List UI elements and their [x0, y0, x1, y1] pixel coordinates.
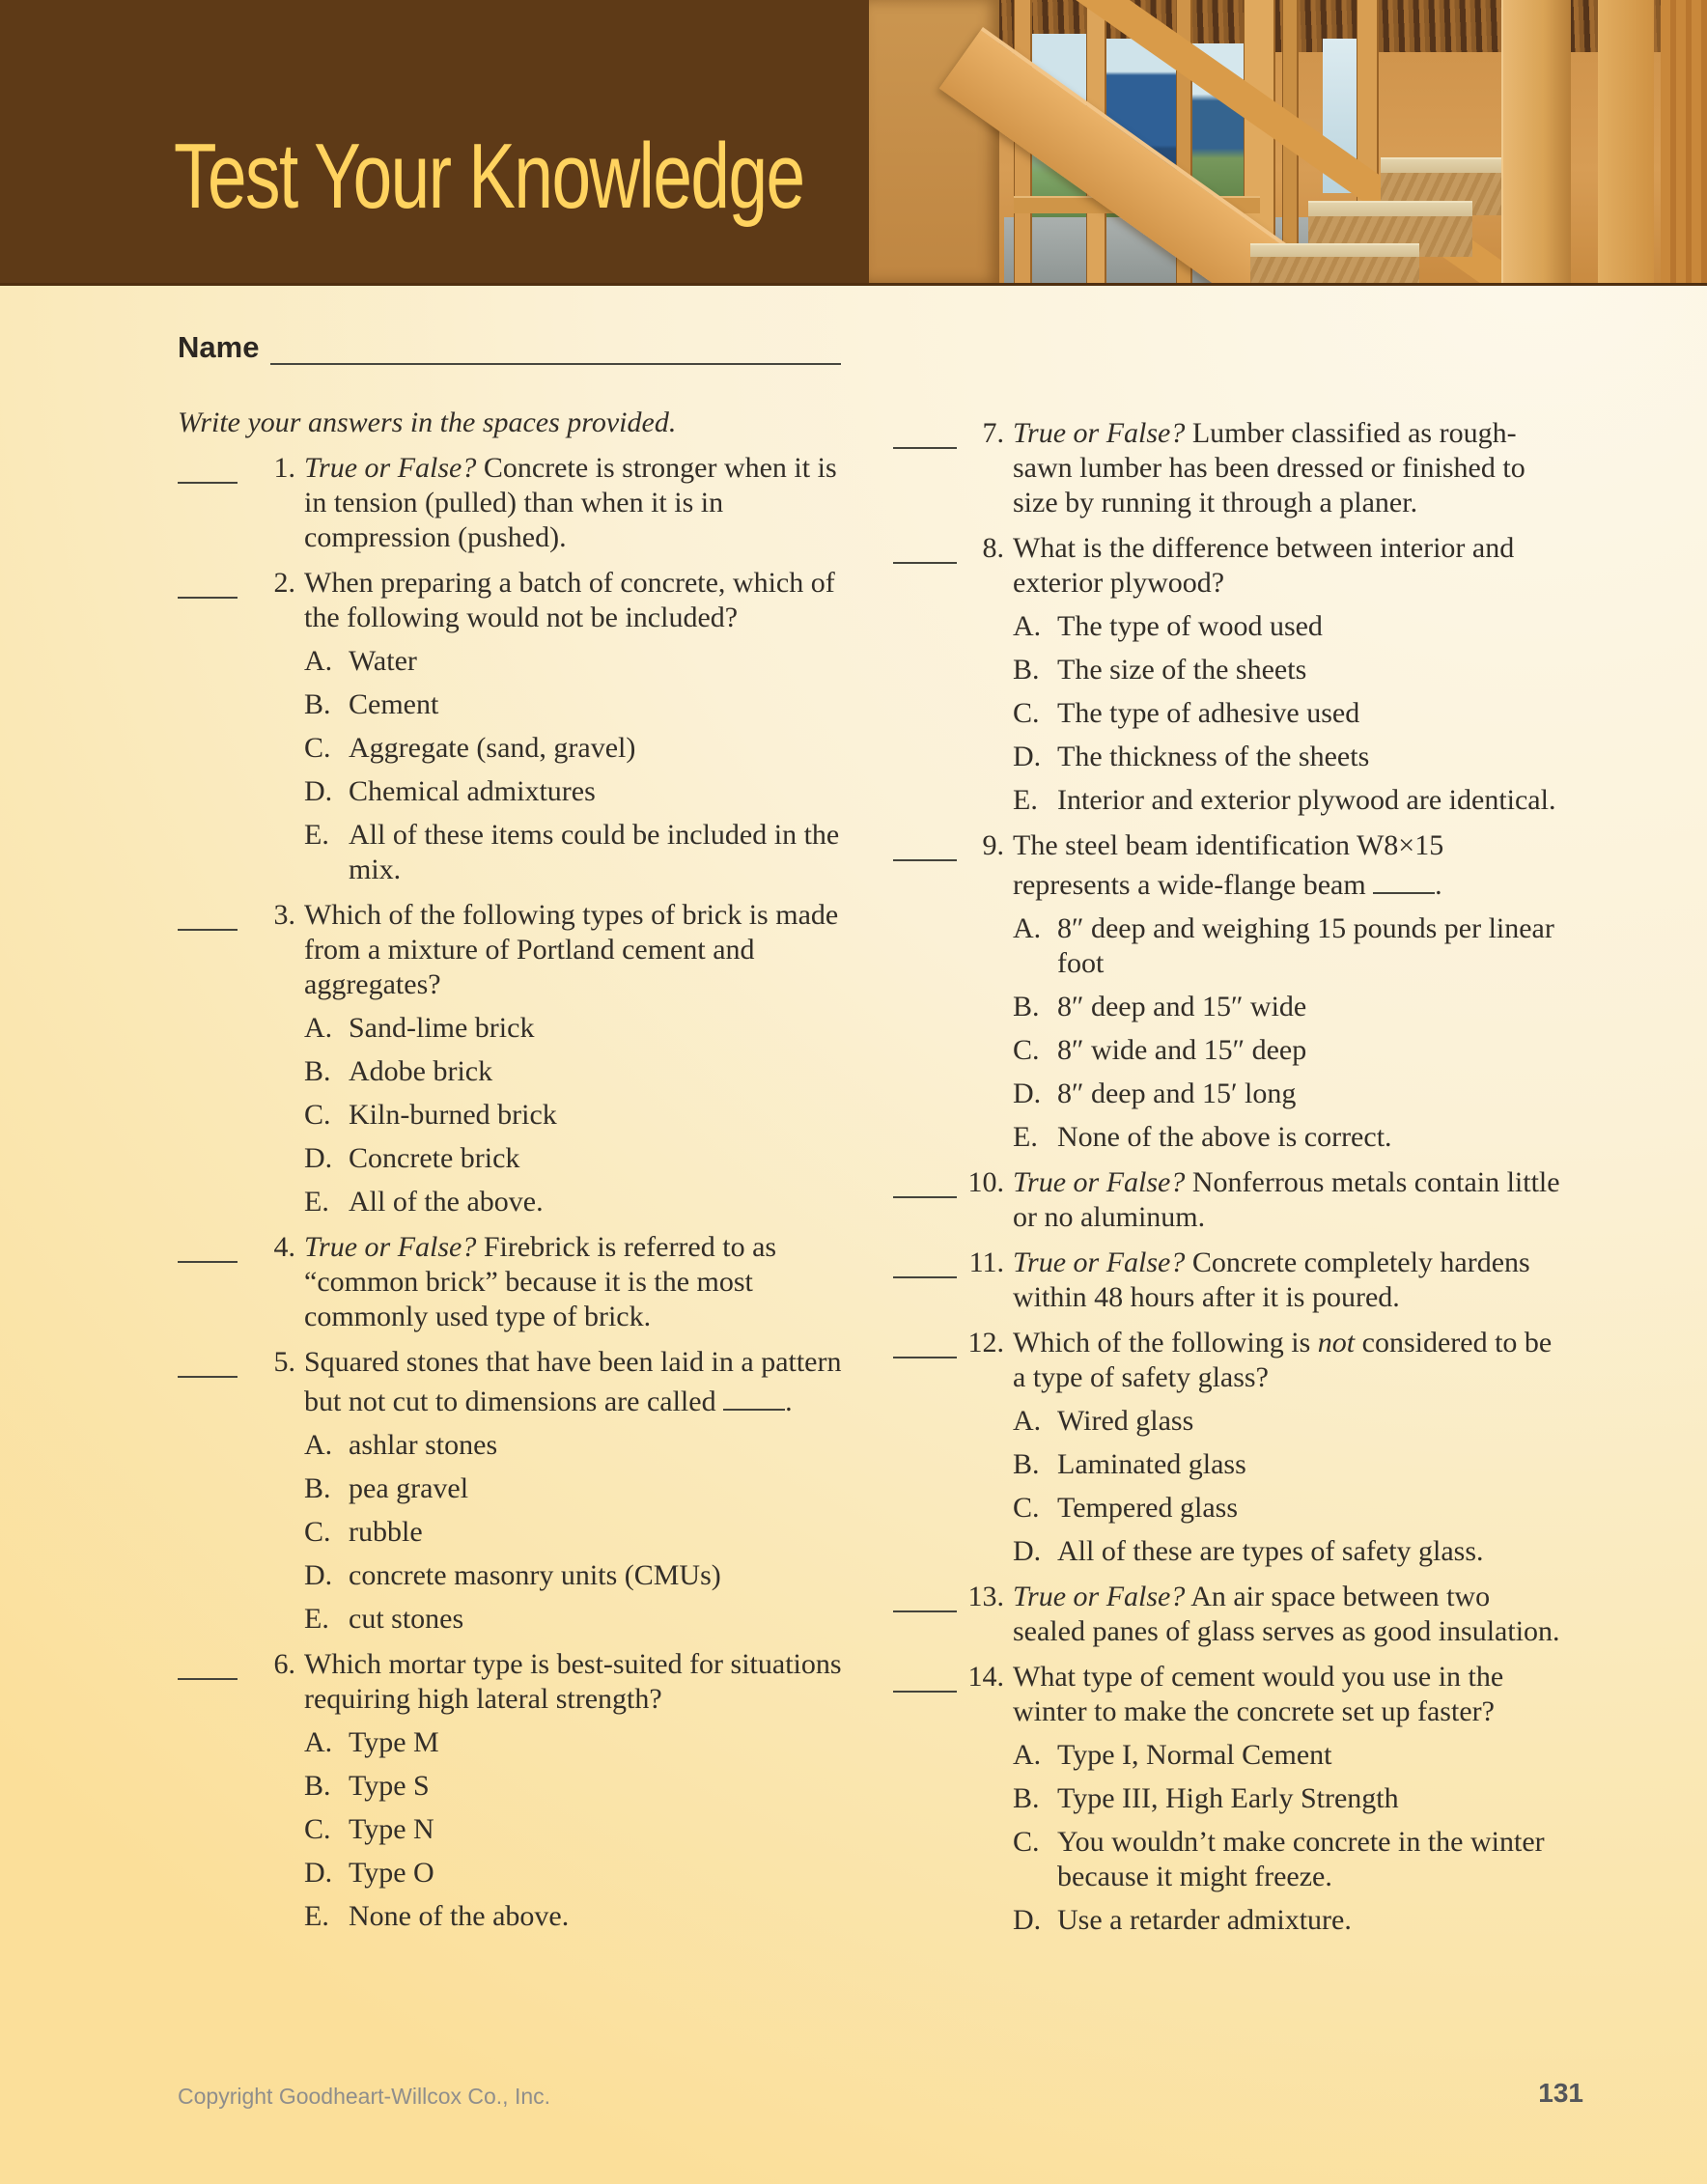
question-number: 12. — [967, 1327, 1004, 1358]
option-text: None of the above is correct. — [1057, 1121, 1392, 1153]
answer-blank[interactable] — [178, 1230, 238, 1263]
question-text — [304, 898, 848, 1219]
answer-blank[interactable] — [178, 1345, 238, 1378]
option-text: Wired glass — [1057, 1405, 1194, 1437]
option-text: Cement — [349, 688, 439, 720]
page-number: 131 — [1538, 2078, 1583, 2108]
question-text — [1013, 828, 1563, 1155]
photo-stair-riser — [1250, 257, 1419, 283]
option-text: Type O — [349, 1857, 434, 1889]
text-run: An air space between two sealed panes of glass serves as good insulation. — [1013, 1581, 1560, 1647]
question-item — [893, 1165, 1563, 1235]
option-letter: B. — [1013, 1448, 1040, 1480]
option-text: rubble — [349, 1516, 423, 1548]
option-item — [1013, 653, 1563, 687]
option-letter: A. — [304, 1726, 333, 1758]
question-text — [1013, 1660, 1563, 1938]
option-letter: C. — [1013, 1492, 1040, 1524]
answer-blank[interactable] — [178, 1647, 238, 1680]
option-item — [1013, 1447, 1563, 1482]
question-number: 13. — [967, 1581, 1004, 1612]
italic-text-run: True or False? — [1013, 1581, 1186, 1612]
question-stem — [304, 566, 848, 635]
option-text: Interior and exterior plywood are identical. — [1057, 784, 1556, 816]
question-item — [178, 1230, 848, 1334]
option-item — [1013, 1404, 1563, 1439]
option-item — [304, 644, 848, 679]
option-text: Chemical admixtures — [349, 775, 596, 807]
inline-blank[interactable] — [723, 1380, 785, 1411]
option-item — [1013, 1033, 1563, 1068]
option-letter: C. — [1013, 1826, 1040, 1858]
italic-text-run: True or False? — [1013, 1246, 1186, 1278]
option-letter: C. — [1013, 697, 1040, 729]
question-number: 11. — [968, 1246, 1004, 1278]
quiz-column-left — [178, 406, 848, 1934]
question-item — [893, 1580, 1563, 1649]
option-item — [1013, 740, 1563, 774]
question-item — [893, 828, 1563, 1155]
photo-foreground-stud — [1598, 0, 1654, 283]
question-stem — [1013, 1580, 1563, 1649]
question-number: 14. — [967, 1661, 1004, 1693]
text-run: Concrete is stronger when it is in tension (pulled) than when it is in compression (pushed). — [304, 452, 837, 553]
option-text: cut stones — [349, 1603, 464, 1635]
question-text — [1013, 1165, 1563, 1235]
option-letter: A. — [1013, 610, 1042, 642]
text-run: What type of cement would you use in the winter to make the concrete set up faster? — [1013, 1661, 1504, 1727]
question-stem — [304, 451, 848, 555]
option-text: Type I, Normal Cement — [1057, 1739, 1332, 1771]
option-text: 8″ deep and 15″ wide — [1057, 991, 1307, 1022]
question-number: 9. — [982, 829, 1004, 861]
text-run: Firebrick is referred to as “common brick” because it is the most commonly used type of brick. — [304, 1231, 777, 1332]
option-text: All of the above. — [349, 1186, 544, 1218]
option-letter: B. — [304, 1770, 331, 1802]
question-text — [304, 1230, 848, 1334]
text-run: considered to be a type of safety glass? — [1013, 1327, 1553, 1393]
option-letter: B. — [304, 1472, 331, 1504]
option-item — [1013, 990, 1563, 1024]
italic-text-run: True or False? — [304, 1231, 477, 1263]
question-number: 5. — [273, 1346, 295, 1378]
text-run: What is the difference between interior and exterior plywood? — [1013, 532, 1515, 599]
option-item — [304, 774, 848, 809]
question-text — [1013, 1580, 1563, 1649]
option-text: Sand-lime brick — [349, 1012, 535, 1044]
construction-photo — [869, 0, 1707, 283]
option-letter: A. — [304, 1012, 333, 1044]
option-letter: A. — [1013, 912, 1042, 944]
italic-text-run: True or False? — [304, 452, 477, 484]
option-letter: E. — [1013, 784, 1038, 816]
question-item — [178, 451, 848, 555]
option-item — [1013, 911, 1563, 981]
option-item — [304, 1899, 848, 1934]
option-item — [304, 818, 848, 887]
option-text: 8″ wide and 15″ deep — [1057, 1034, 1307, 1066]
option-text: 8″ deep and 15′ long — [1057, 1078, 1297, 1109]
option-letter: A. — [304, 1429, 333, 1461]
option-letter: D. — [304, 1559, 333, 1591]
option-text: Laminated glass — [1057, 1448, 1246, 1480]
photo-edge-panel — [1661, 0, 1707, 283]
text-run: . — [1435, 869, 1442, 901]
option-item — [1013, 1738, 1563, 1773]
option-item — [1013, 783, 1563, 818]
italic-text-run: True or False? — [1013, 417, 1186, 449]
answer-blank[interactable] — [893, 1326, 957, 1358]
option-text: All of these items could be included in the mix. — [349, 819, 840, 885]
option-text: The type of wood used — [1057, 610, 1323, 642]
question-text — [304, 1647, 848, 1934]
option-text: Type III, High Early Strength — [1057, 1782, 1399, 1814]
option-text: Aggregate (sand, gravel) — [349, 732, 636, 764]
question-text — [1013, 416, 1563, 520]
text-run: Lumber classified as rough-sawn lumber has been dressed or finished to size by running it through a planer. — [1013, 417, 1525, 518]
option-letter: A. — [304, 645, 333, 677]
option-letter: C. — [304, 732, 331, 764]
text-run: Which of the following is — [1013, 1327, 1318, 1358]
option-item — [304, 1471, 848, 1506]
option-text: All of these are types of safety glass. — [1057, 1535, 1484, 1567]
option-text: 8″ deep and weighing 15 pounds per linear foot — [1057, 912, 1554, 979]
option-letter: E. — [304, 1186, 329, 1218]
question-item — [178, 1647, 848, 1934]
italic-text-run: True or False? — [1013, 1166, 1186, 1198]
question-stem — [1013, 1660, 1563, 1729]
question-number: 1. — [273, 452, 295, 484]
option-letter: A. — [1013, 1739, 1042, 1771]
question-item — [178, 1345, 848, 1637]
option-item — [1013, 1120, 1563, 1155]
question-text — [304, 1345, 848, 1637]
answer-blank[interactable] — [893, 531, 957, 564]
text-run: . — [785, 1386, 793, 1417]
option-letter: E. — [1013, 1121, 1038, 1153]
option-item — [304, 1428, 848, 1463]
option-text: None of the above. — [349, 1900, 570, 1932]
option-item — [304, 1011, 848, 1046]
option-item — [1013, 1534, 1563, 1569]
option-text: Adobe brick — [349, 1055, 493, 1087]
option-text: concrete masonry units (CMUs) — [349, 1559, 721, 1591]
option-text: The size of the sheets — [1057, 654, 1307, 686]
answer-blank[interactable] — [893, 416, 957, 449]
answer-blank[interactable] — [893, 1165, 957, 1198]
answer-blank[interactable] — [893, 1246, 957, 1278]
option-letter: E. — [304, 819, 329, 851]
answer-blank[interactable] — [893, 1580, 957, 1612]
name-write-line[interactable] — [270, 330, 841, 365]
question-text — [304, 566, 848, 887]
text-run: Nonferrous metals contain little or no aluminum. — [1013, 1166, 1560, 1233]
option-item — [304, 1812, 848, 1847]
inline-blank[interactable] — [1373, 863, 1435, 894]
option-text: Kiln-burned brick — [349, 1099, 557, 1131]
question-text — [1013, 1246, 1563, 1315]
question-item — [178, 898, 848, 1219]
option-item — [304, 1054, 848, 1089]
option-item — [304, 1602, 848, 1637]
question-item — [893, 1246, 1563, 1315]
option-item — [1013, 609, 1563, 644]
option-text: Concrete brick — [349, 1142, 520, 1174]
answer-blank[interactable] — [893, 1660, 957, 1693]
option-letter: D. — [304, 1857, 333, 1889]
option-letter: B. — [1013, 1782, 1040, 1814]
text-run: Which of the following types of brick is made from a mixture of Portland cement and aggregates? — [304, 899, 839, 1000]
option-text: Water — [349, 645, 417, 677]
option-item — [304, 1856, 848, 1890]
text-run: When preparing a batch of concrete, which of the following would not be included? — [304, 567, 835, 633]
answer-blank[interactable] — [178, 451, 238, 484]
question-stem — [1013, 828, 1563, 903]
text-run: Concrete completely hardens within 48 hours after it is poured. — [1013, 1246, 1530, 1313]
question-stem — [304, 1647, 848, 1717]
option-letter: C. — [304, 1813, 331, 1845]
option-item — [304, 1141, 848, 1176]
instructions-text: Write your answers in the spaces provided. — [178, 406, 677, 438]
option-text: Tempered glass — [1057, 1492, 1239, 1524]
option-letter: D. — [1013, 1078, 1042, 1109]
answer-blank[interactable] — [178, 566, 238, 599]
question-number: 4. — [273, 1231, 295, 1263]
option-text: You wouldn’t make concrete in the winter because it might freeze. — [1057, 1826, 1545, 1892]
option-item — [304, 1515, 848, 1550]
question-stem — [304, 1345, 848, 1419]
option-item — [304, 1558, 848, 1593]
question-stem — [1013, 531, 1563, 601]
question-stem — [1013, 416, 1563, 520]
question-item — [893, 1660, 1563, 1938]
question-number: 3. — [273, 899, 295, 931]
name-row — [178, 330, 841, 365]
option-item — [1013, 1781, 1563, 1816]
option-text: The type of adhesive used — [1057, 697, 1360, 729]
photo-foreground-stud — [1501, 0, 1571, 283]
question-number: 6. — [273, 1648, 295, 1680]
option-item — [1013, 1491, 1563, 1526]
option-item — [304, 731, 848, 766]
question-item — [893, 1326, 1563, 1569]
option-letter: A. — [1013, 1405, 1042, 1437]
option-letter: D. — [304, 775, 333, 807]
question-item — [893, 531, 1563, 818]
question-stem — [1013, 1246, 1563, 1315]
option-letter: C. — [304, 1516, 331, 1548]
option-letter: C. — [304, 1099, 331, 1131]
question-number: 8. — [982, 532, 1004, 564]
option-item — [304, 1185, 848, 1219]
option-letter: B. — [1013, 991, 1040, 1022]
question-item — [178, 566, 848, 887]
option-letter: D. — [1013, 1535, 1042, 1567]
option-item — [304, 1725, 848, 1760]
text-run: The steel beam identification W8×15 represents a wide-flange beam — [1013, 829, 1444, 901]
copyright-text: Copyright Goodheart-Willcox Co., Inc. — [178, 2084, 551, 2109]
question-stem — [1013, 1326, 1563, 1395]
option-letter: D. — [1013, 1904, 1042, 1936]
option-text: Type N — [349, 1813, 434, 1845]
option-item — [1013, 1903, 1563, 1938]
option-item — [1013, 1825, 1563, 1894]
option-item — [1013, 696, 1563, 731]
option-letter: B. — [304, 688, 331, 720]
option-text: ashlar stones — [349, 1429, 498, 1461]
option-letter: B. — [304, 1055, 331, 1087]
option-item — [304, 687, 848, 722]
option-letter: D. — [304, 1142, 333, 1174]
option-letter: E. — [304, 1900, 329, 1932]
answer-blank[interactable] — [178, 898, 238, 931]
option-text: pea gravel — [349, 1472, 469, 1504]
name-label: Name — [178, 330, 260, 364]
question-number: 2. — [273, 567, 295, 599]
text-run: Squared stones that have been laid in a pattern but not cut to dimensions are called — [304, 1346, 842, 1417]
option-text: Type S — [349, 1770, 430, 1802]
question-text — [304, 451, 848, 555]
quiz-column-right — [893, 406, 1563, 1938]
question-number: 10. — [967, 1166, 1004, 1198]
question-stem — [304, 898, 848, 1002]
option-text: Type M — [349, 1726, 439, 1758]
option-item — [304, 1098, 848, 1133]
question-text — [1013, 531, 1563, 818]
question-stem — [1013, 1165, 1563, 1235]
option-item — [1013, 1077, 1563, 1111]
question-item — [893, 416, 1563, 520]
option-text: The thickness of the sheets — [1057, 741, 1370, 772]
answer-blank[interactable] — [893, 828, 957, 861]
question-number: 7. — [982, 417, 1004, 449]
option-text: Use a retarder admixture. — [1057, 1904, 1352, 1936]
page-title: Test Your Knowledge — [174, 125, 804, 228]
option-letter: C. — [1013, 1034, 1040, 1066]
option-letter: E. — [304, 1603, 329, 1635]
italic-text-run: not — [1317, 1327, 1356, 1358]
text-run: Which mortar type is best-suited for situations requiring high lateral strength? — [304, 1648, 842, 1715]
option-item — [304, 1769, 848, 1804]
option-letter: D. — [1013, 741, 1042, 772]
option-letter: B. — [1013, 654, 1040, 686]
question-text — [1013, 1326, 1563, 1569]
question-stem — [304, 1230, 848, 1334]
